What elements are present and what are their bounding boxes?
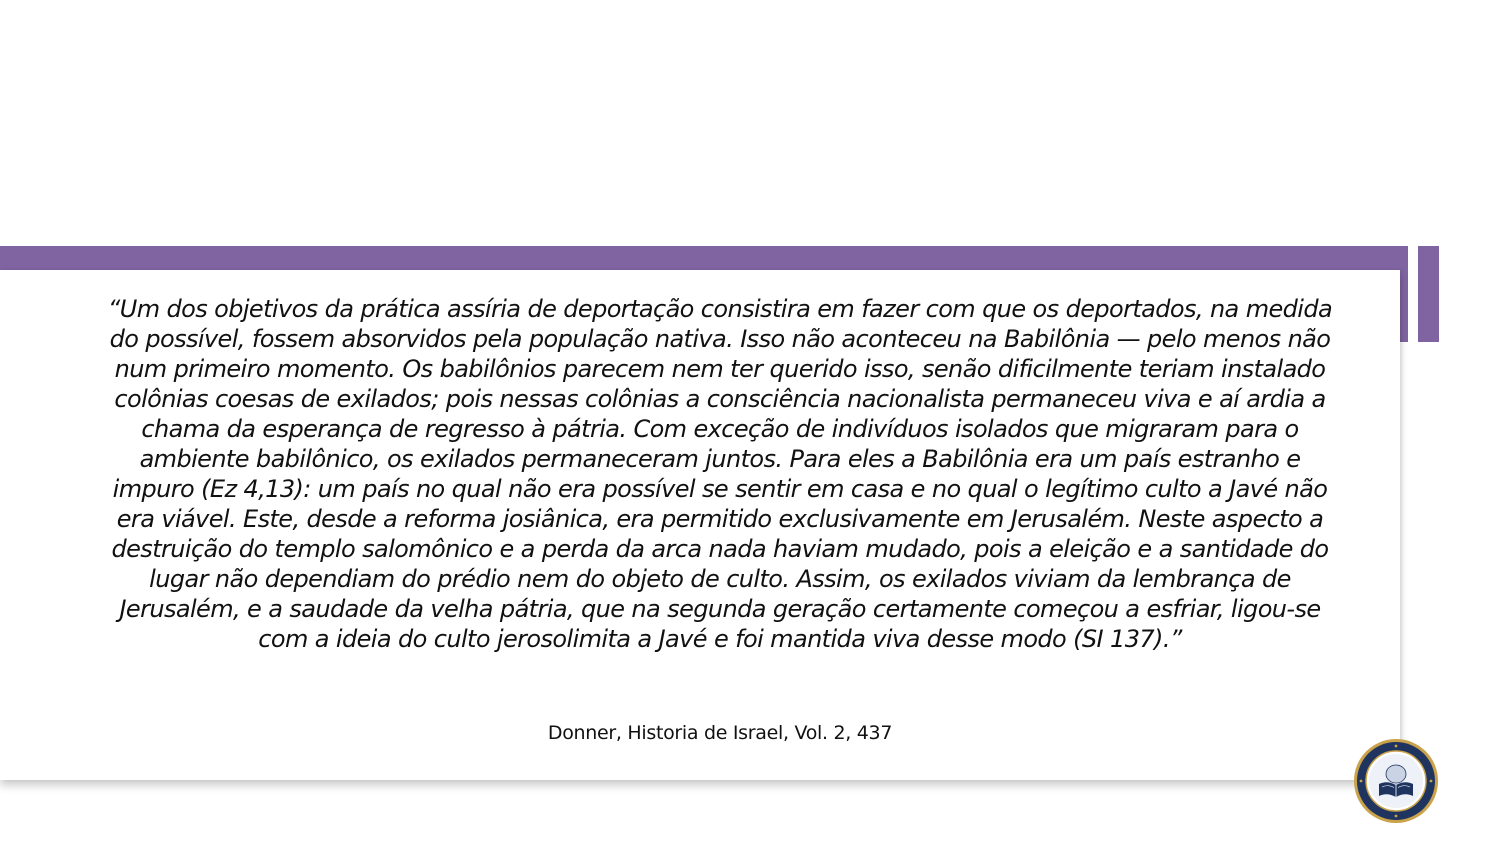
accent-bar-right-thin: [1400, 246, 1408, 342]
quote-text: “Um dos objetivos da prática assíria de deportação consistira em fazer com que os deportados, na medida do possível, fossem absorvidos pela população nativa. Isso não aconteceu na Babilônia — pelo menos não num primeiro momento. Os babilônios parecem nem ter querido isso, senão dificilmente teriam instalado colônias coesas de exilados; pois nessas colônias a consciência nacionalista permaneceu viva e aí ardia a chama da esperança de regresso à pátria. Com exceção de indivíduos isolados que migraram para o ambiente babilônico, os exilados permaneceram juntos. Para eles a Babilônia era um país estranho e impuro (Ez 4,13): um país no qual não era possível se sentir em casa e no qual o legítimo culto a Javé não era viável. Este, desde a reforma josiânica, era permitido exclusivamente em Jerusalém. Neste aspecto a destruição do templo salomônico e a perda da arca nada haviam mudado, pois a eleição e a santidade do lugar não dependiam do prédio nem do objeto de culto. Assim, os exilados viviam da lembrança de Jerusalém, e a saudade da velha pátria, que na segunda geração certamente começou a esfriar, ligou-se com a ideia do culto jerosolimita a Javé e foi mantida viva desse modo (SI 137).”: [107, 295, 1333, 653]
accent-bar-right-thick: [1418, 246, 1439, 342]
accent-band-top: [0, 246, 1400, 270]
citation-text: Donner, Historia de Israel, Vol. 2, 437: [547, 722, 893, 744]
institution-seal-icon: [1353, 738, 1439, 824]
